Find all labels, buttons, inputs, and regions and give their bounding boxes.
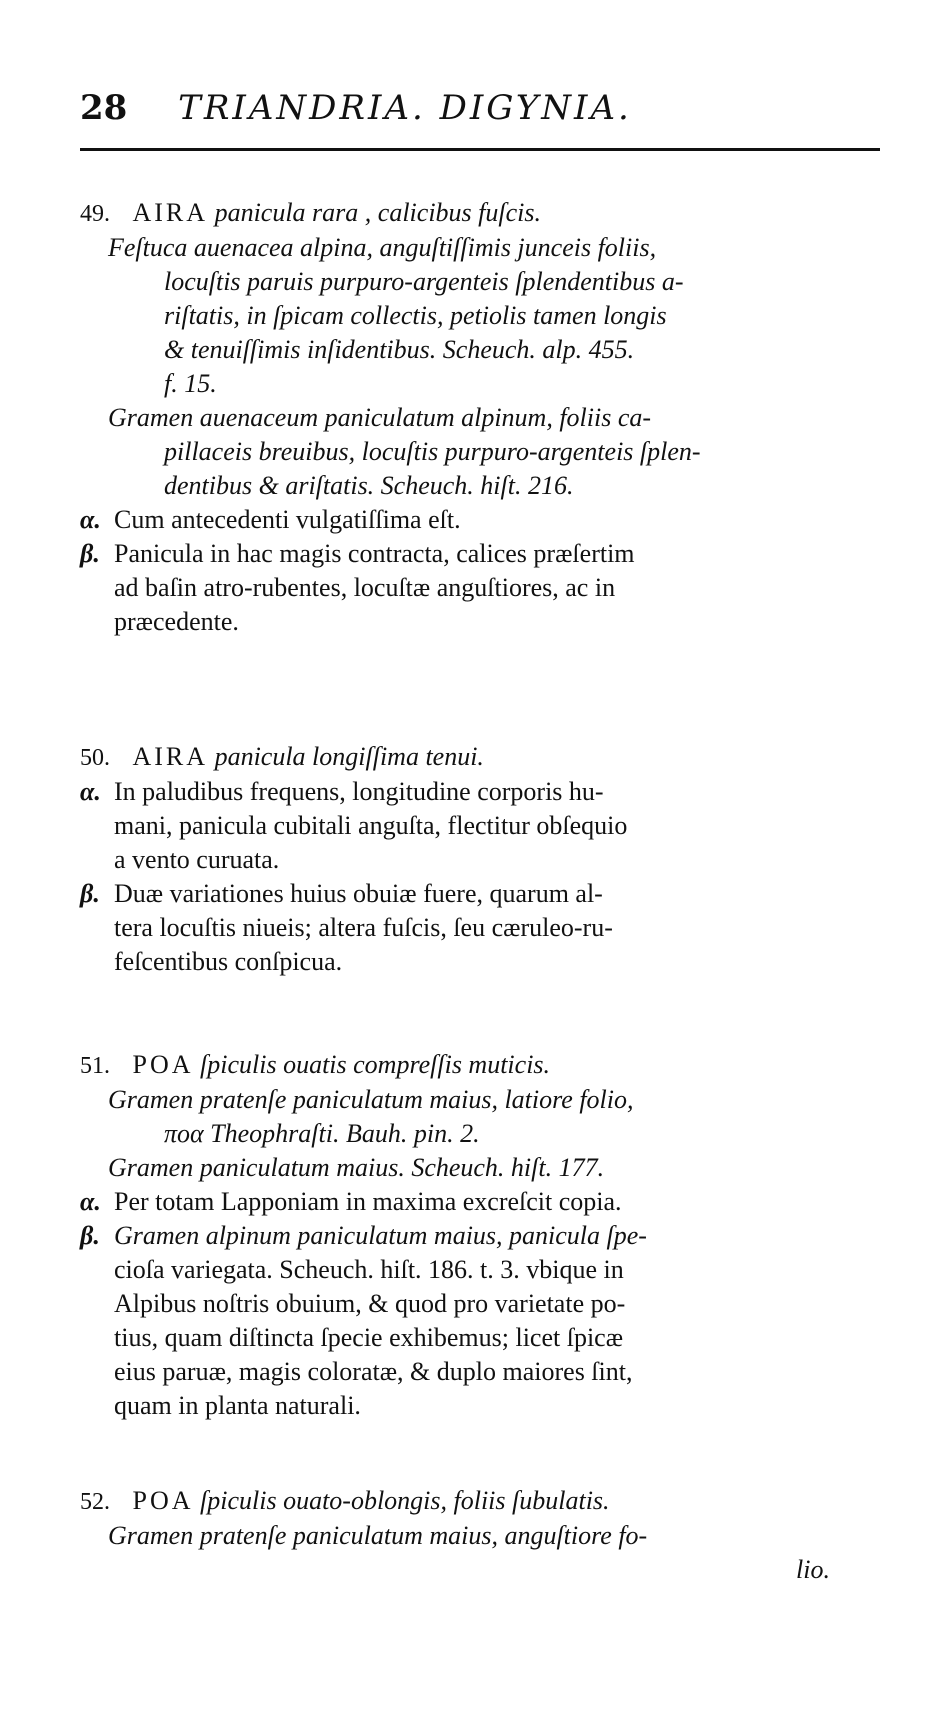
synonym-line: Gramen pratenſe paniculatum maius, anguſtiore fo- (108, 1521, 648, 1550)
variety-mark: α. (80, 1187, 101, 1216)
entry-50 (80, 740, 870, 979)
synonym-line: Gramen auenaceum paniculatum alpinum, foliis ca- (108, 403, 652, 432)
variety-line: a vento curuata. (114, 845, 280, 874)
synonym-line: pillaceis breuibus, locuſtis purpuro-argenteis ſplen- (164, 437, 701, 466)
entry-number: 52. (80, 1489, 110, 1515)
variety-line: In paludibus frequens, longitudine corporis hu- (114, 777, 604, 806)
variety (80, 1185, 870, 1219)
entry-49 (80, 196, 870, 639)
synonym-line: riſtatis, in ſpicam collectis, petiolis tamen longis (164, 301, 667, 330)
variety-mark: β. (80, 539, 100, 568)
page-header (80, 88, 880, 128)
synonym-line: ποα Theophraſti. Bauh. pin. 2. (164, 1119, 480, 1148)
synonym-line: locuſtis paruis purpuro-argenteis ſplendentibus a- (164, 267, 684, 296)
variety-line: Duæ variationes huius obuiæ fuere, quarum al- (114, 879, 603, 908)
variety-line: eius paruæ, magis coloratæ, & duplo maiores ſint, (114, 1357, 633, 1386)
variety-line: Per totam Lapponiam in maxima excreſcit copia. (114, 1187, 622, 1216)
variety-line: feſcentibus conſpicua. (114, 947, 343, 976)
variety-line: Cum antecedenti vulgatiſſima eſt. (114, 505, 461, 534)
variety (80, 503, 870, 537)
page-number: 28 (80, 88, 128, 128)
variety-mark: α. (80, 777, 101, 806)
genus-name: POA (132, 1486, 194, 1515)
header-rule (80, 148, 880, 151)
running-title: TRIANDRIA. DIGYNIA. (178, 88, 632, 128)
variety-line: cioſa variegata. Scheuch. hiſt. 186. t. 3. vbique in (114, 1255, 624, 1284)
entry-heading (80, 1048, 870, 1083)
variety-line: Alpibus noſtris obuium, & quod pro varietate po- (114, 1289, 626, 1318)
synonym-line: f. 15. (164, 369, 217, 398)
synonym (80, 401, 870, 503)
variety (80, 537, 870, 639)
variety (80, 1219, 870, 1423)
synonym (80, 1519, 870, 1587)
entry-52 (80, 1484, 870, 1587)
entry-number: 49. (80, 201, 110, 227)
variety-line: tera locuſtis niueis; altera fuſcis, ſeu cæruleo-ru- (114, 913, 613, 942)
variety (80, 877, 870, 979)
entry-heading (80, 740, 870, 775)
diagnosis: ſpiculis ouato-oblongis, foliis ſubulatis. (200, 1486, 610, 1515)
entry-number: 50. (80, 745, 110, 771)
variety-line: tius, quam diſtincta ſpecie exhibemus; licet ſpicæ (114, 1323, 624, 1352)
variety-line: præcedente. (114, 607, 239, 636)
variety-mark: β. (80, 879, 100, 908)
variety-line: ad baſin atro-rubentes, locuſtæ anguſtiores, ac in (114, 573, 616, 602)
variety-line: mani, panicula cubitali anguſta, flectitur obſequio (114, 811, 628, 840)
variety-mark: β. (80, 1221, 100, 1250)
synonym (80, 1083, 870, 1151)
diagnosis: ſpiculis ouatis compreſſis muticis. (200, 1050, 551, 1079)
entry-51 (80, 1048, 870, 1423)
variety-line: Gramen alpinum paniculatum maius, panicula ſpe- (114, 1221, 647, 1250)
entry-heading (80, 1484, 870, 1519)
variety (80, 775, 870, 877)
synonym-line: Gramen pratenſe paniculatum maius, latiore folio, (108, 1085, 634, 1114)
entry-heading (80, 196, 870, 231)
diagnosis: panicula rara , calicibus fuſcis. (214, 198, 541, 227)
synonym-line: & tenuiſſimis inſidentibus. Scheuch. alp. 455. (164, 335, 635, 364)
variety-line: Panicula in hac magis contracta, calices præſertim (114, 539, 635, 568)
genus-name: POA (132, 1050, 194, 1079)
genus-name: AIRA (132, 742, 209, 771)
synonym (80, 1151, 870, 1185)
entry-number: 51. (80, 1053, 110, 1079)
variety-line: quam in planta naturali. (114, 1391, 361, 1420)
synonym-line: lio. (796, 1555, 830, 1584)
variety-mark: α. (80, 505, 101, 534)
synonym-line: Feſtuca auenacea alpina, anguſtiſſimis junceis foliis, (108, 233, 657, 262)
genus-name: AIRA (132, 198, 209, 227)
diagnosis: panicula longiſſima tenui. (214, 742, 484, 771)
synonym-line: Gramen paniculatum maius. Scheuch. hiſt. 177. (108, 1153, 605, 1182)
synonym (80, 231, 870, 401)
synonym-line: dentibus & ariſtatis. Scheuch. hiſt. 216. (164, 471, 574, 500)
